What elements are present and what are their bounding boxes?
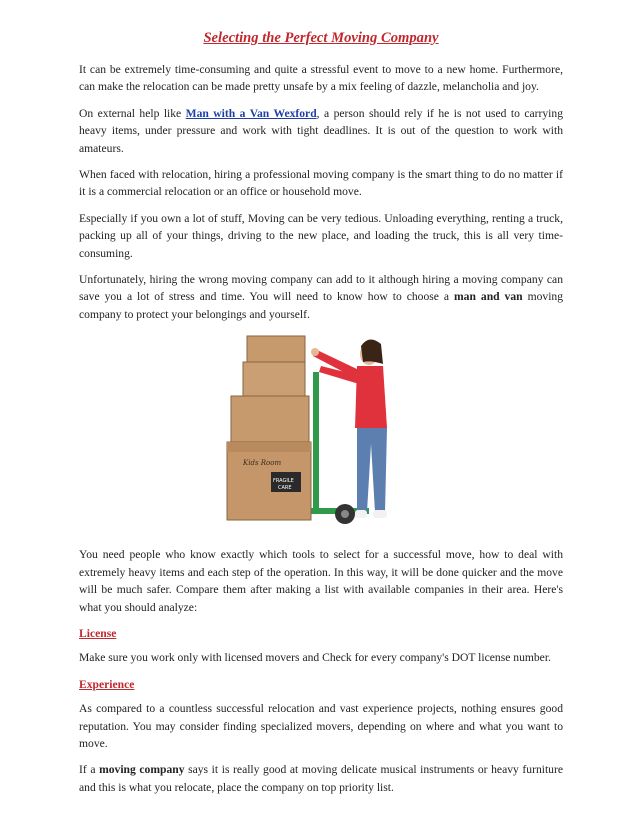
paragraph-tedious: Especially if you own a lot of stuff, Moving can be very tedious. Unloading everything, renting a truck, packing up all of your things, driving to the new place, and loading the truck, this is all very time-consuming. bbox=[79, 211, 563, 260]
svg-text:FRAGILE: FRAGILE bbox=[273, 478, 294, 485]
paragraph-need-people: You need people who know exactly which tools to select for a successful move, how to deal with extremely heavy items and each step of the operation. In this way, it will be done quicker and the move will be much safer. Compare them after making a list with available companies in their area. Here's what you should analyze: bbox=[79, 548, 563, 614]
paragraph-experience: As compared to a countless successful relocation and vast experience projects, nothing ensures good reputation. You may consider finding specialized movers, depending on where and what you want to move. bbox=[79, 702, 563, 750]
heading-license: License bbox=[79, 626, 117, 640]
document-title: Selecting the Perfect Moving Company bbox=[203, 30, 439, 46]
paragraph-intro: It can be extremely time-consuming and quite a stressful event to move to a new home. Furthermore, can make the relocation can be made pretty unsafe by a mix feeling of dazzle, melancholia and joy. bbox=[79, 63, 563, 94]
paragraph-professional: When faced with relocation, hiring a professional moving company is the smart thing to do no matter if it is a commercial relocation or an office or household move. bbox=[79, 168, 563, 199]
heading-experience: Experience bbox=[79, 677, 135, 691]
cardboard-boxes bbox=[227, 336, 311, 520]
bold-man-and-van: man and van bbox=[454, 290, 523, 304]
paragraph-specialized: If a moving company says it is really good at moving delicate musical instruments or heavy furniture and this is what you relocate, place the company on top priority list. bbox=[79, 763, 563, 794]
woman-figure bbox=[311, 340, 387, 519]
box-label-kids-room: Kids Room bbox=[243, 459, 282, 468]
paragraph-wrong-company: Unfortunately, hiring the wrong moving company can add to it although hiring a moving company can save you a lot of stress and time. You will need to know how to choose a man and van moving company to protect your belongings and yourself. bbox=[79, 273, 564, 321]
svg-text:CARE: CARE bbox=[278, 485, 292, 492]
paragraph-license: Make sure you work only with licensed movers and Check for every company's DOT license number. bbox=[79, 651, 551, 665]
paragraph-external-help: On external help like Man with a Van Wexford, a person should rely if he is not used to carrying heavy items, under pressure and work with tight deadlines. It is out of the question to work with amateurs. bbox=[79, 106, 564, 155]
woman-with-boxes-image bbox=[221, 332, 461, 532]
moving-illustration bbox=[221, 332, 461, 532]
document-page bbox=[79, 30, 563, 805]
man-with-a-van-link[interactable]: Man with a Van Wexford bbox=[185, 106, 317, 120]
bold-moving-company: moving company bbox=[99, 763, 185, 777]
